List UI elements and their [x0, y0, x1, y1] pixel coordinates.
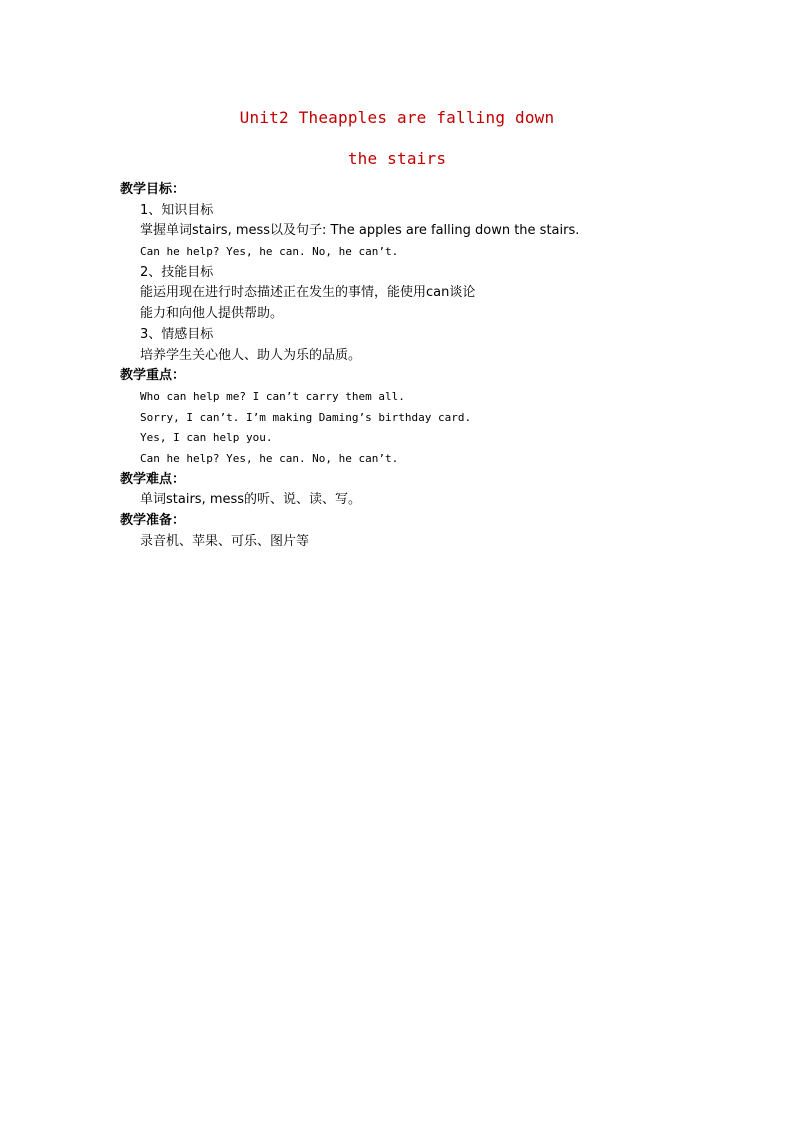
skill-objective-line-2: 能力和向他人提供帮助。 — [140, 306, 284, 322]
emotion-objective-label: 3、情感目标 — [140, 326, 214, 342]
emotion-objective-line-1: 培养学生关心他人、助人为乐的品质。 — [140, 347, 362, 363]
key-point-line-3: Yes, I can help you. — [140, 431, 273, 445]
preparation-line-1: 录音机、苹果、可乐、图片等 — [140, 533, 310, 549]
document-title-line-1: Unit2 Theapples are falling down — [239, 108, 555, 127]
document-title-line-2: the stairs — [347, 149, 447, 168]
knowledge-objective-line-2: Can he help? Yes, he can. No, he can’t. — [140, 245, 399, 259]
key-point-line-4: Can he help? Yes, he can. No, he can’t. — [140, 451, 399, 465]
skill-objective-label: 2、技能目标 — [140, 264, 214, 280]
document-body — [120, 180, 760, 552]
key-point-line-1: Who can help me? I can’t carry them all. — [140, 389, 405, 403]
objectives-heading: 教学目标： — [120, 182, 186, 197]
skill-objective-line-1: 能运用现在进行时态描述正在发生的事情，能使用can谈论 — [140, 285, 476, 301]
key-points-heading: 教学重点： — [120, 368, 186, 384]
difficulties-heading: 教学难点： — [120, 471, 186, 487]
knowledge-objective-label: 1、知识目标 — [140, 202, 214, 218]
key-point-line-2: Sorry, I can’t. I’m making Daming’s birthday card. — [140, 410, 472, 424]
preparation-heading: 教学准备： — [120, 513, 186, 528]
difficulty-line-1: 单词stairs, mess的听、说、读、写。 — [140, 492, 362, 508]
knowledge-objective-line-1: 掌握单词stairs, mess以及句子: The apples are falling down the stairs. — [140, 223, 580, 239]
